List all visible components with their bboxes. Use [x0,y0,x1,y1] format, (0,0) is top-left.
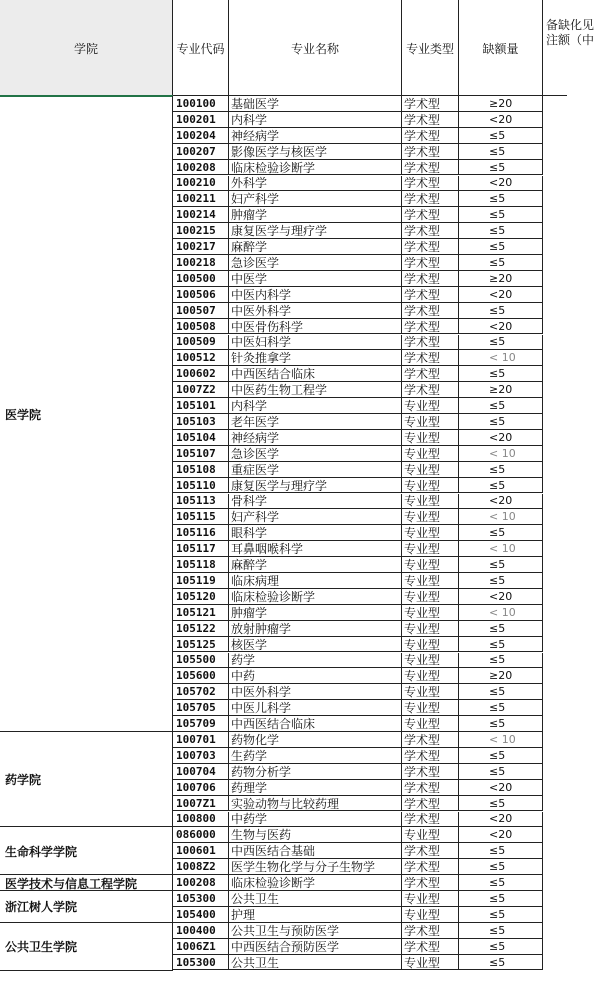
cell-code[interactable]: 105119 [173,573,229,589]
cell-quota[interactable]: ≤5 [459,223,543,239]
cell-quota[interactable]: <20 [459,287,543,303]
cell-quota[interactable]: ≤5 [459,653,543,669]
cell-quota[interactable]: ≤5 [459,891,543,907]
cell-code[interactable]: 100508 [173,319,229,335]
cell-quota[interactable]: ≤5 [459,207,543,223]
cell-major-name[interactable]: 康复医学与理疗学 [229,223,402,239]
cell-code[interactable]: 100706 [173,780,229,796]
cell-major-name[interactable]: 妇产科学 [229,191,402,207]
cell-major-name[interactable]: 临床检验诊断学 [229,589,402,605]
cell-major-name[interactable]: 中药 [229,668,402,684]
cell-code[interactable]: 1006Z1 [173,939,229,955]
cell-quota[interactable]: ≤5 [459,955,543,971]
cell-quota[interactable]: ≤5 [459,684,543,700]
cell-major-type[interactable]: 学术型 [402,319,459,335]
header-college[interactable]: 学院 [0,0,173,96]
cell-major-name[interactable]: 中医学 [229,271,402,287]
cell-code[interactable]: 105500 [173,653,229,669]
cell-quota[interactable]: ≤5 [459,462,543,478]
cell-major-type[interactable]: 专业型 [402,653,459,669]
cell-major-name[interactable]: 中医骨伤科学 [229,319,402,335]
cell-code[interactable]: 105113 [173,494,229,510]
cell-major-name[interactable]: 眼科学 [229,525,402,541]
cell-code[interactable]: 105120 [173,589,229,605]
cell-quota[interactable]: ≤5 [459,160,543,176]
cell-college-group[interactable]: 医学院 [0,96,173,732]
cell-major-name[interactable]: 实验动物与比较药理 [229,796,402,812]
cell-major-type[interactable]: 学术型 [402,239,459,255]
cell-major-type[interactable]: 专业型 [402,573,459,589]
cell-major-type[interactable]: 学术型 [402,271,459,287]
cell-major-name[interactable]: 放射肿瘤学 [229,621,402,637]
cell-major-type[interactable]: 专业型 [402,637,459,653]
cell-major-type[interactable]: 专业型 [402,462,459,478]
cell-quota[interactable]: <20 [459,812,543,828]
cell-code[interactable]: 1007Z2 [173,382,229,398]
cell-major-type[interactable]: 学术型 [402,732,459,748]
cell-quota[interactable]: < 10 [459,446,543,462]
cell-quota[interactable]: ≤5 [459,303,543,319]
cell-major-name[interactable]: 中西医结合预防医学 [229,939,402,955]
cell-quota[interactable]: ≤5 [459,939,543,955]
header-note-line: 备注 [546,18,559,47]
cell-major-name[interactable]: 中医药生物工程学 [229,382,402,398]
cell-quota[interactable]: ≤5 [459,335,543,351]
cell-major-name[interactable]: 生物与医药 [229,827,402,843]
cell-major-name[interactable]: 基础医学 [229,96,402,112]
cell-quota[interactable]: ≥20 [459,96,543,112]
cell-major-name[interactable]: 老年医学 [229,414,402,430]
cell-major-name[interactable]: 中医妇科学 [229,335,402,351]
cell-major-type[interactable]: 学术型 [402,939,459,955]
cell-quota[interactable]: ≥20 [459,271,543,287]
cell-major-name[interactable]: 肿瘤学 [229,605,402,621]
cell-code[interactable]: 105121 [173,605,229,621]
cell-code[interactable]: 100512 [173,350,229,366]
cell-major-type[interactable]: 学术型 [402,382,459,398]
cell-code[interactable]: 105104 [173,430,229,446]
cell-college-group[interactable]: 药学院 [0,732,173,827]
cell-quota[interactable]: <20 [459,780,543,796]
cell-major-type[interactable]: 专业型 [402,891,459,907]
header-name[interactable]: 专业名称 [229,0,402,96]
cell-major-name[interactable]: 神经病学 [229,430,402,446]
cell-quota[interactable]: ≤5 [459,859,543,875]
cell-quota[interactable]: ≤5 [459,716,543,732]
cell-major-name[interactable]: 公共卫生 [229,891,402,907]
cell-major-name[interactable]: 内科学 [229,398,402,414]
cell-major-name[interactable]: 医学生物化学与分子生物学 [229,859,402,875]
cell-college-group[interactable]: 生命科学学院 [0,827,173,875]
cell-major-type[interactable]: 学术型 [402,859,459,875]
cell-code[interactable]: 100208 [173,160,229,176]
cell-code[interactable]: 1008Z2 [173,859,229,875]
cell-major-name[interactable]: 针灸推拿学 [229,350,402,366]
cell-quota[interactable]: ≤5 [459,398,543,414]
cell-major-type[interactable]: 专业型 [402,557,459,573]
cell-major-type[interactable]: 专业型 [402,716,459,732]
cell-major-type[interactable]: 学术型 [402,223,459,239]
cell-code[interactable]: 105116 [173,525,229,541]
cell-code[interactable]: 100701 [173,732,229,748]
cell-major-type[interactable]: 学术型 [402,366,459,382]
cell-major-name[interactable]: 耳鼻咽喉科学 [229,541,402,557]
cell-major-type[interactable]: 专业型 [402,446,459,462]
cell-code[interactable]: 105300 [173,891,229,907]
header-note-line: 缺额 [558,18,571,47]
cell-major-name[interactable]: 临床检验诊断学 [229,875,402,891]
cell-code[interactable]: 100214 [173,207,229,223]
cell-code[interactable]: 100201 [173,112,229,128]
cell-code[interactable]: 100400 [173,923,229,939]
cell-major-type[interactable]: 专业型 [402,509,459,525]
cell-code[interactable]: 105600 [173,668,229,684]
cell-code[interactable]: 100207 [173,144,229,160]
cell-quota[interactable]: ≤5 [459,525,543,541]
cell-major-type[interactable]: 专业型 [402,907,459,923]
cell-quota[interactable]: ≤5 [459,923,543,939]
cell-code[interactable]: 105125 [173,637,229,653]
cell-major-type[interactable]: 专业型 [402,589,459,605]
cell-quota[interactable]: < 10 [459,605,543,621]
cell-code[interactable]: 105110 [173,478,229,494]
cell-major-name[interactable]: 麻醉学 [229,239,402,255]
cell-major-type[interactable]: 学术型 [402,128,459,144]
cell-major-type[interactable]: 学术型 [402,764,459,780]
cell-major-name[interactable]: 药物分析学 [229,764,402,780]
header-code[interactable]: 专业代码 [173,0,229,96]
cell-quota[interactable]: ≤5 [459,414,543,430]
cell-major-name[interactable]: 骨科学 [229,494,402,510]
cell-major-type[interactable]: 学术型 [402,843,459,859]
cell-quota[interactable]: <20 [459,176,543,192]
cell-major-type[interactable]: 学术型 [402,144,459,160]
cell-major-type[interactable]: 专业型 [402,684,459,700]
cell-major-type[interactable]: 专业型 [402,621,459,637]
cell-quota[interactable]: ≤5 [459,557,543,573]
cell-major-type[interactable]: 学术型 [402,112,459,128]
cell-major-type[interactable]: 专业型 [402,478,459,494]
cell-code[interactable]: 105117 [173,541,229,557]
cell-major-name[interactable]: 临床病理 [229,573,402,589]
cell-major-type[interactable]: 学术型 [402,207,459,223]
cell-major-name[interactable]: 内科学 [229,112,402,128]
cell-code[interactable]: 100500 [173,271,229,287]
header-note-line: 化（ [570,18,583,47]
cell-quota[interactable]: ≤5 [459,875,543,891]
cell-code[interactable]: 105400 [173,907,229,923]
cell-quota[interactable]: ≤5 [459,621,543,637]
cell-major-type[interactable]: 专业型 [402,494,459,510]
cell-quota[interactable]: ≤5 [459,796,543,812]
cell-quota[interactable]: < 10 [459,509,543,525]
cell-major-type[interactable]: 专业型 [402,700,459,716]
header-type[interactable]: 专业类型 [402,0,459,96]
cell-quota[interactable]: ≤5 [459,478,543,494]
cell-major-type[interactable]: 学术型 [402,812,459,828]
cell-quota[interactable]: < 10 [459,350,543,366]
cell-major-type[interactable]: 专业型 [402,668,459,684]
cell-quota[interactable]: <20 [459,112,543,128]
cell-major-name[interactable]: 康复医学与理疗学 [229,478,402,494]
cell-major-name[interactable]: 急诊医学 [229,255,402,271]
cell-code[interactable]: 100704 [173,764,229,780]
cell-code[interactable]: 105107 [173,446,229,462]
cell-major-name[interactable]: 影像医学与核医学 [229,144,402,160]
cell-code[interactable]: 100208 [173,875,229,891]
cell-major-type[interactable]: 专业型 [402,430,459,446]
cell-quota[interactable]: ≤5 [459,128,543,144]
cell-major-type[interactable]: 专业型 [402,955,459,971]
cell-major-type[interactable]: 学术型 [402,303,459,319]
cell-major-name[interactable]: 中医儿科学 [229,700,402,716]
cell-quota[interactable]: < 10 [459,541,543,557]
cell-major-name[interactable]: 临床检验诊断学 [229,160,402,176]
cell-code[interactable]: 100217 [173,239,229,255]
cell-quota[interactable]: ≥20 [459,668,543,684]
cell-major-type[interactable]: 专业型 [402,414,459,430]
header-quota[interactable]: 缺额量 [459,0,543,96]
cell-major-name[interactable]: 肿瘤学 [229,207,402,223]
cell-code[interactable]: 100210 [173,176,229,192]
cell-quota[interactable]: ≤5 [459,239,543,255]
cell-major-name[interactable]: 中医外科学 [229,684,402,700]
cell-code[interactable]: 100100 [173,96,229,112]
cell-code[interactable]: 105108 [173,462,229,478]
cell-code[interactable]: 105115 [173,509,229,525]
cell-major-name[interactable]: 中西医结合基础 [229,843,402,859]
cell-college-group[interactable]: 浙江树人学院 [0,891,173,923]
cell-quota[interactable]: ≤5 [459,255,543,271]
cell-code[interactable]: 105122 [173,621,229,637]
cell-code[interactable]: 100703 [173,748,229,764]
cell-major-name[interactable]: 妇产科学 [229,509,402,525]
cell-major-name[interactable]: 药物化学 [229,732,402,748]
cell-quota[interactable]: ≤5 [459,637,543,653]
cell-quota[interactable]: ≤5 [459,573,543,589]
cell-quota[interactable]: ≤5 [459,144,543,160]
cell-major-name[interactable]: 神经病学 [229,128,402,144]
cell-code[interactable]: 105101 [173,398,229,414]
cell-major-name[interactable]: 中医内科学 [229,287,402,303]
cell-major-type[interactable]: 学术型 [402,780,459,796]
cell-code[interactable]: 086000 [173,827,229,843]
cell-code[interactable]: 100204 [173,128,229,144]
cell-code[interactable]: 105103 [173,414,229,430]
cell-major-type[interactable]: 学术型 [402,350,459,366]
cell-major-name[interactable]: 急诊医学 [229,446,402,462]
cell-code[interactable]: 105300 [173,955,229,971]
cell-major-type[interactable]: 学术型 [402,96,459,112]
cell-major-name[interactable]: 生药学 [229,748,402,764]
cell-major-type[interactable]: 学术型 [402,191,459,207]
cell-code[interactable]: 1007Z1 [173,796,229,812]
cell-major-name[interactable]: 中西医结合临床 [229,716,402,732]
cell-major-type[interactable]: 学术型 [402,335,459,351]
header-note-line: 见中 [582,18,594,47]
cell-code[interactable]: 100507 [173,303,229,319]
cell-quota[interactable]: <20 [459,589,543,605]
cell-quota[interactable]: <20 [459,430,543,446]
cell-major-name[interactable]: 药理学 [229,780,402,796]
cell-major-type[interactable]: 学术型 [402,176,459,192]
cell-major-name[interactable]: 护理 [229,907,402,923]
cell-major-type[interactable]: 学术型 [402,287,459,303]
cell-major-type[interactable]: 学术型 [402,748,459,764]
cell-major-type[interactable]: 学术型 [402,796,459,812]
cell-code[interactable]: 100215 [173,223,229,239]
cell-major-name[interactable]: 核医学 [229,637,402,653]
cell-code[interactable]: 105705 [173,700,229,716]
cell-major-name[interactable]: 外科学 [229,176,402,192]
cell-code[interactable]: 100601 [173,843,229,859]
cell-major-name[interactable]: 公共卫生 [229,955,402,971]
cell-code[interactable]: 100506 [173,287,229,303]
cell-major-type[interactable]: 学术型 [402,160,459,176]
cell-major-type[interactable]: 专业型 [402,605,459,621]
group-separator [0,970,173,971]
header-note[interactable] [543,0,594,96]
cell-code[interactable]: 100509 [173,335,229,351]
cell-major-name[interactable]: 中药学 [229,812,402,828]
cell-major-name[interactable]: 公共卫生与预防医学 [229,923,402,939]
cell-code[interactable]: 105702 [173,684,229,700]
cell-major-name[interactable]: 重症医学 [229,462,402,478]
cell-quota[interactable]: ≤5 [459,366,543,382]
cell-code[interactable]: 100218 [173,255,229,271]
cell-quota[interactable]: <20 [459,494,543,510]
cell-quota[interactable]: ≤5 [459,191,543,207]
cell-college-group[interactable]: 公共卫生学院 [0,923,173,971]
cell-major-type[interactable]: 学术型 [402,875,459,891]
cell-code[interactable]: 105709 [173,716,229,732]
cell-major-name[interactable]: 中西医结合临床 [229,366,402,382]
cell-quota[interactable]: < 10 [459,732,543,748]
cell-major-type[interactable]: 专业型 [402,541,459,557]
cell-major-name[interactable]: 中医外科学 [229,303,402,319]
cell-quota[interactable]: ≤5 [459,700,543,716]
cell-code[interactable]: 100602 [173,366,229,382]
cell-quota[interactable]: <20 [459,827,543,843]
cell-code[interactable]: 100211 [173,191,229,207]
cell-quota[interactable]: ≥20 [459,382,543,398]
cell-major-type[interactable]: 专业型 [402,827,459,843]
cell-major-type[interactable]: 专业型 [402,525,459,541]
cell-major-name[interactable]: 药学 [229,653,402,669]
cell-quota[interactable]: ≤5 [459,843,543,859]
cell-quota[interactable]: <20 [459,319,543,335]
cell-major-type[interactable]: 学术型 [402,923,459,939]
cell-code[interactable]: 100800 [173,812,229,828]
cell-quota[interactable]: ≤5 [459,907,543,923]
cell-major-type[interactable]: 学术型 [402,255,459,271]
cell-code[interactable]: 105118 [173,557,229,573]
cell-quota[interactable]: ≤5 [459,748,543,764]
cell-major-name[interactable]: 麻醉学 [229,557,402,573]
cell-major-type[interactable]: 专业型 [402,398,459,414]
cell-quota[interactable]: ≤5 [459,764,543,780]
cell-college-group[interactable]: 医学技术与信息工程学院 [0,875,173,891]
